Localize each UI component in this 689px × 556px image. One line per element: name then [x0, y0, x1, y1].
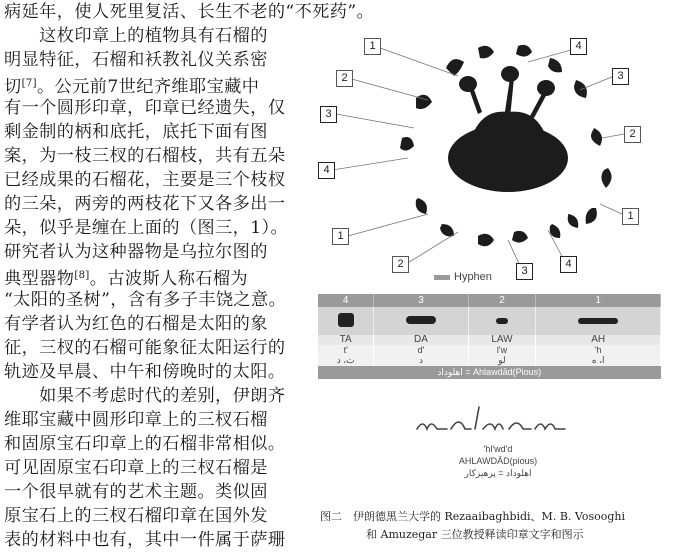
table-cell: 1	[536, 294, 661, 307]
figure	[318, 18, 678, 478]
text-line-main: 一个很早就有的艺术主题。类似固	[4, 482, 268, 502]
text-line	[4, 480, 268, 504]
seal-impression	[318, 18, 678, 286]
text-line	[4, 312, 268, 336]
text-line	[4, 240, 268, 264]
table-cell: DA	[374, 335, 468, 345]
table-cell: t'	[318, 345, 374, 355]
callout-label: 1	[622, 208, 639, 225]
hyphen-label: Hyphen	[454, 271, 492, 283]
glyph-cell	[318, 307, 374, 335]
seal-image	[318, 18, 678, 286]
glyph-image	[338, 313, 354, 327]
text-line	[4, 456, 268, 480]
glyph-image	[406, 316, 436, 324]
text-line-main: 切	[4, 77, 22, 97]
table-cell: 4	[318, 294, 374, 307]
text-line-main: “太阳的圣树”，含有多子丰饶之意。	[4, 290, 287, 310]
callout-label: 4	[560, 256, 577, 273]
text-line-main: 表的材料中也有，其中一件属于萨珊	[4, 530, 286, 550]
table-cell: 'h	[536, 345, 661, 355]
text-line	[4, 360, 285, 384]
table-row	[318, 294, 661, 307]
table-cell: اهلوداد = Ahlawdād(Pious)	[318, 366, 661, 379]
text-line	[4, 120, 268, 144]
callout-label: 1	[332, 228, 349, 245]
table-cell: TA	[318, 335, 374, 345]
text-line	[4, 504, 268, 528]
text-line-tail: 。古波斯人称石榴为	[89, 269, 249, 289]
callout-label: 2	[624, 126, 641, 143]
script-word-image	[411, 403, 571, 437]
text-line-main: 有学者认为红色的石榴是太阳的象	[4, 314, 268, 334]
text-line-main: 轨迹及早晨、中午和傍晚时的太阳。	[4, 362, 286, 382]
text-line	[4, 288, 286, 312]
table-row	[318, 355, 661, 366]
callout-label: 2	[392, 256, 409, 273]
citation-mark: [7]	[21, 78, 37, 89]
callout-label: 4	[318, 162, 335, 179]
text-line-tail: 。公元前7世纪齐维耶宝藏中	[36, 77, 260, 97]
table-cell: AH	[536, 335, 661, 345]
text-line-main: 征，三杈的石榴可能象征太阳运行的	[4, 338, 286, 358]
glyph-image	[578, 318, 618, 324]
table-cell: لو	[468, 355, 536, 366]
text-line-main: 的三朵，两旁的两枝花下又各多出一	[4, 194, 286, 214]
table-cell: l'w	[468, 345, 536, 355]
hyphen-swatch	[434, 275, 450, 280]
text-line-main: 原宝石上的三杈石榴印章在国外发	[4, 506, 268, 526]
text-line-main: 和固原宝石印章上的石榴非常相似。	[4, 434, 286, 454]
text-line	[4, 264, 248, 291]
callout-label: 3	[516, 263, 533, 280]
text-line	[4, 96, 285, 120]
text-line	[4, 528, 285, 552]
table-cell: 3	[374, 294, 468, 307]
table-cell: د	[374, 355, 468, 366]
glyph-cell	[536, 307, 661, 335]
table-cell: ا، ه	[536, 355, 661, 366]
glyph-cell	[468, 307, 536, 335]
text-line	[4, 432, 285, 456]
text-line-main: 朵，似乎是缠在上面的（图三，1）。	[4, 218, 289, 238]
text-line	[4, 48, 268, 72]
text-line-main: 案，为一枝三杈的石榴枝，共有五朵	[4, 146, 286, 166]
text-line-main: 典型器物	[4, 269, 75, 289]
callout-label: 1	[364, 38, 381, 55]
citation-mark: [8]	[74, 270, 90, 281]
text-line-main: 已经成果的石榴花，主要是三个枝杈	[4, 170, 286, 190]
text-line-main: 可见固原宝石印章上的三杈石榴是	[4, 458, 268, 478]
text-line-main: 这枚印章上的植物具有石榴的	[4, 26, 268, 46]
text-line-main: 维耶宝藏中圆形印章上的三杈石榴	[4, 410, 268, 430]
caption-line-2: 和 Amuzegar 三位教授释读印章文字和图示	[366, 528, 584, 541]
table-row	[318, 345, 661, 355]
text-line	[4, 192, 285, 216]
table-row	[318, 307, 661, 335]
table-row	[318, 335, 661, 345]
text-line	[4, 144, 285, 168]
text-line-main: 剩金制的柄和底托，底托下面有图	[4, 122, 268, 142]
figure-caption	[320, 508, 686, 544]
text-line	[4, 384, 285, 408]
transliteration-table	[318, 294, 661, 379]
text-line	[4, 336, 285, 360]
script-persian: اهلوداد = پرهیزکار	[464, 468, 532, 478]
table-cell: 2	[468, 294, 536, 307]
callout-label: 3	[320, 106, 337, 123]
text-line	[4, 408, 268, 432]
script-reading: AHLAWDĀD(pious)	[458, 456, 538, 466]
table-cell: LAW	[468, 335, 536, 345]
glyph-image	[496, 318, 508, 324]
text-line	[4, 72, 259, 99]
table-row	[318, 366, 661, 379]
callout-label: 4	[570, 38, 587, 55]
text-line	[4, 168, 285, 192]
glyph-cell	[374, 307, 468, 335]
text-line	[4, 216, 288, 240]
callout-label: 2	[336, 70, 353, 87]
text-line-main: 如果不考虑时代的差别，伊朗齐	[4, 386, 286, 406]
script-translit: 'hl'wd'd	[483, 444, 513, 454]
hyphen-legend	[434, 271, 492, 283]
table-cell: ت، د	[318, 355, 374, 366]
callout-label: 3	[612, 68, 629, 85]
text-line-main: 有一个圆形印章，印章已经遗失，仅	[4, 98, 286, 118]
table-cell: d'	[374, 345, 468, 355]
text-line-main: 明显特征，石榴和袄教礼仪关系密	[4, 50, 268, 70]
caption-line-1: 图二 伊朗德黑兰大学的 Rezaaibaghbidi、M. B. Vosooghi	[320, 510, 625, 523]
text-line	[4, 24, 268, 48]
text-line-main: 研究者认为这种器物是乌拉尔图的	[4, 242, 268, 262]
text-line-main: 病延年，使人死里复活、长生不老的“不死药”。	[4, 2, 375, 22]
